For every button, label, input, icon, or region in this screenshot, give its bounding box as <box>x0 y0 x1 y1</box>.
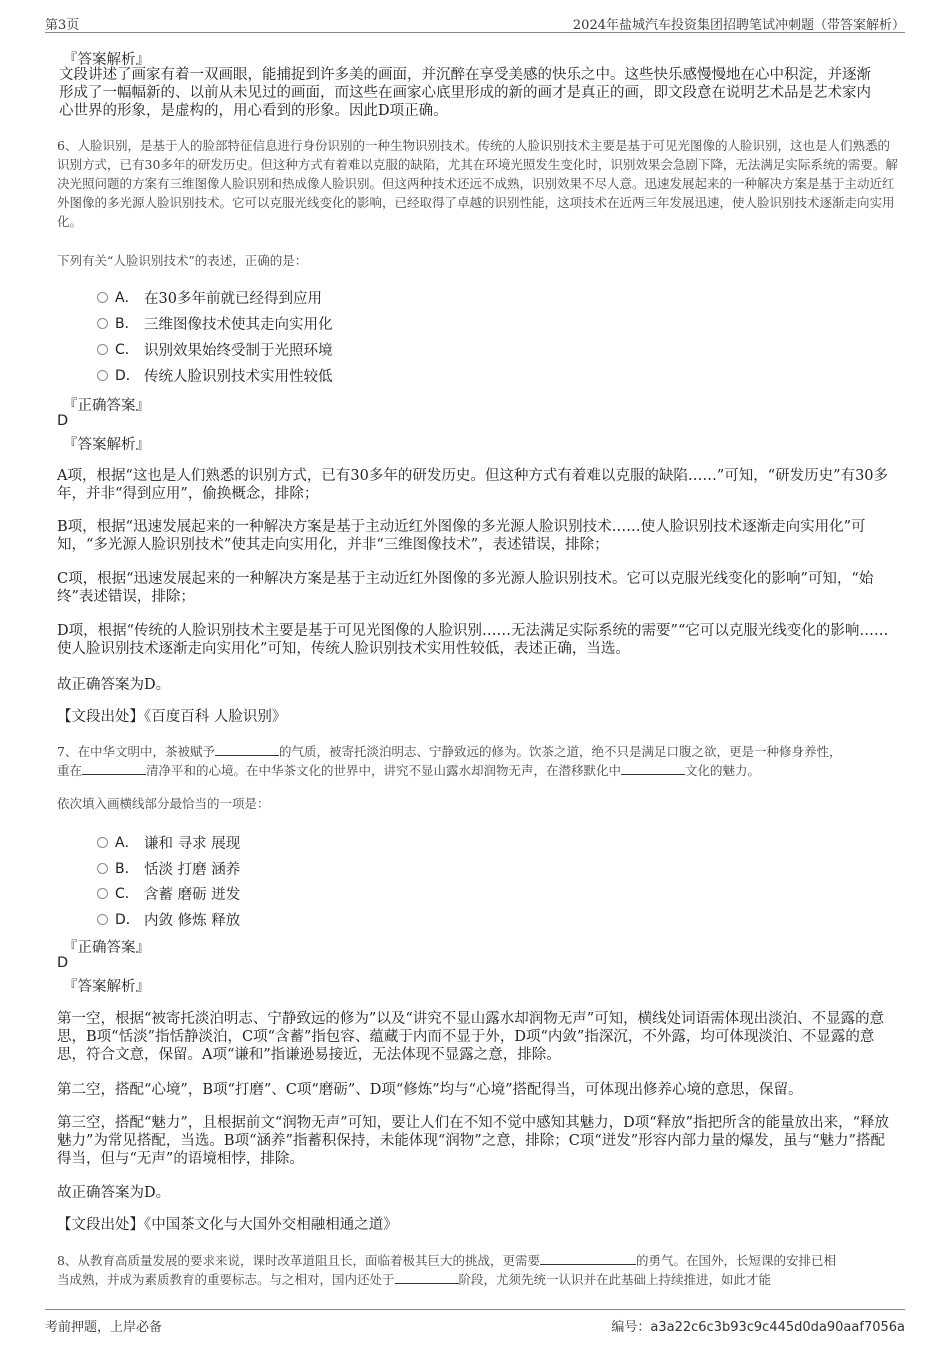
footer-slogan: 考前押题，上岸必备 <box>45 1320 163 1335</box>
document-title: 2024年盐城汽车投资集团招聘笔试冲刺题（带答案解析） <box>572 18 905 33</box>
q7-source: 【文段出处】《中国茶文化与大国外交相融相通之道》 <box>57 1217 398 1233</box>
radio-icon[interactable] <box>97 863 108 874</box>
radio-icon[interactable] <box>97 888 108 899</box>
q7-correct-answer: D <box>57 955 69 971</box>
page-footer <box>45 1309 905 1336</box>
q7-passage: 7、在中华文明中，茶被赋予 的气质，被寄托淡泊明志、宁静致远的修为。饮茶之道，绝不只是满足口腹之欲，更是一种修身养性， 重在 清净平和的心境。在中华茶文化的世界中，讲究不显山露水却润物无声，在潜移默化中 文化的魅力。 <box>57 744 842 778</box>
blank-1 <box>540 1252 636 1265</box>
radio-icon[interactable] <box>97 318 108 329</box>
radio-icon[interactable] <box>97 292 108 303</box>
q6-analysis-c: C项，根据“迅速发展起来的一种解决方案是基于主动近红外图像的多光源人脸识别技术。它可以克服光线变化的影响”可知，“始终”表述错误，排除； <box>57 571 874 605</box>
blank-1 <box>215 743 279 756</box>
blank-3 <box>621 762 685 775</box>
q8-passage: 8、从教育高质量发展的要求来说，课时改革道阻且长，面临着极其巨大的挑战，更需要 的勇气。在国外，长短课的安排已相 当成熟，并成为素质教育的重要标志。与之相对，国内还处于 阶段，尤须先统一认识并在此基础上持续推进，如此才能 <box>57 1253 836 1287</box>
blank-2 <box>82 762 146 775</box>
radio-icon[interactable] <box>97 837 108 848</box>
q6-stem: 下列有关“人脸识别技术”的表述，正确的是： <box>57 253 308 268</box>
q6-analysis-b: B项，根据“迅速发展起来的一种解决方案是基于主动近红外图像的多光源人脸识别技术……使人脸识别技术逐渐走向实用化”可知，“多光源人脸识别技术”使其走向实用化，并非“三维图像技术”，表述错误，排除； <box>57 519 866 553</box>
page-header <box>45 10 905 33</box>
blank-2 <box>395 1271 459 1284</box>
q7-analysis-label: 『答案解析』 <box>63 979 150 995</box>
radio-icon[interactable] <box>97 914 108 925</box>
q6-correct-label: 『正确答案』 <box>63 398 150 414</box>
q7-analysis-1: 第一空，根据“被寄托淡泊明志、宁静致远的修为”以及“讲究不显山露水却润物无声”可知，横线处词语需体现出淡泊、不显露的意思，B项“恬淡”指恬静淡泊，C项“含蓄”指包容、蕴藏于内而不显于外，D项“内敛”指深沉，不外露，均可体现淡泊、不显露的意思，符合文意，保留。A项“谦和”指谦逊易接近，无法体现不显露之意，排除。 <box>57 1011 885 1063</box>
page-number: 第3页 <box>45 18 80 33</box>
q6-source: 【文段出处】《百度百科 人脸识别》 <box>57 709 287 725</box>
q6-conclusion: 故正确答案为D。 <box>57 677 171 693</box>
document-code: 编号：a3a22c6c3b93c9c445d0da90aaf7056a <box>611 1320 905 1335</box>
radio-icon[interactable] <box>97 344 108 355</box>
prev-analysis-label: 『答案解析』 <box>63 52 150 68</box>
q7-analysis-3: 第三空，搭配“魅力”，且根据前文“润物无声”可知，要让人们在不知不觉中感知其魅力，D项“释放”指把所含的能量放出来，“释放魅力”为常见搭配，当选。B项“涵养”指蓄积保持，未能体现“润物”之意，排除；C项“迸发”形容内部力量的爆发，虽与“魅力”搭配得当，但与“无声”的语境相悖，排除。 <box>57 1115 890 1167</box>
q6-analysis-d: D项，根据“传统的人脸识别技术主要是基于可见光图像的人脸识别……无法满足实际系统的需要”“它可以克服光线变化的影响……使人脸识别技术逐渐走向实用化”可知，传统人脸识别技术实用性较低，表述正确，当选。 <box>57 623 889 657</box>
q7-stem: 依次填入画横线部分最恰当的一项是： <box>57 796 270 811</box>
q7-conclusion: 故正确答案为D。 <box>57 1185 171 1201</box>
q6-correct-answer: D <box>57 413 69 429</box>
q6-passage: 6、人脸识别，是基于人的脸部特征信息进行身份识别的一种生物识别技术。传统的人脸识别技术主要是基于可见光图像的人脸识别，这也是人们熟悉的识别方式，已有30多年的研发历史。但这种方式有着难以克服的缺陷，尤其在环境光照发生变化时，识别效果会急剧下降，无法满足实际系统的需要。解决光照问题的方案有三维图像人脸识别和热成像人脸识别。但这两种技术还远不成熟，识别效果不尽人意。迅速发展起来的一种解决方案是基于主动近红外图像的多光源人脸识别技术。它可以克服光线变化的影响，已经取得了卓越的识别性能，这项技术在近两三年发展迅速，使人脸识别技术逐渐走向实用化。 <box>57 138 898 229</box>
q7-analysis-2: 第二空，搭配“心境”，B项“打磨”、C项“磨砺”、D项“修炼”均与“心境”搭配得当，可体现出修养心境的意思，保留。 <box>57 1082 803 1098</box>
q7-correct-label: 『正确答案』 <box>63 940 150 956</box>
q6-analysis-a: A项，根据“这也是人们熟悉的识别方式，已有30多年的研发历史。但这种方式有着难以克服的缺陷……”可知，“研发历史”有30多年，并非“得到应用”，偷换概念，排除； <box>57 468 889 502</box>
radio-icon[interactable] <box>97 370 108 381</box>
prev-analysis-text: 文段讲述了画家有着一双画眼，能捕捉到许多美的画面，并沉醉在享受美感的快乐之中。这些快乐感慢慢地在心中积淀，并逐渐形成了一幅幅新的、以前从未见过的画面，而这些在画家心底里形成的新的画才是真正的画，即文段意在说明艺术品是艺术家内心世界的形象，是虚构的，用心看到的形象。因此D项正确。 <box>59 67 871 119</box>
q6-analysis-label: 『答案解析』 <box>63 437 150 453</box>
